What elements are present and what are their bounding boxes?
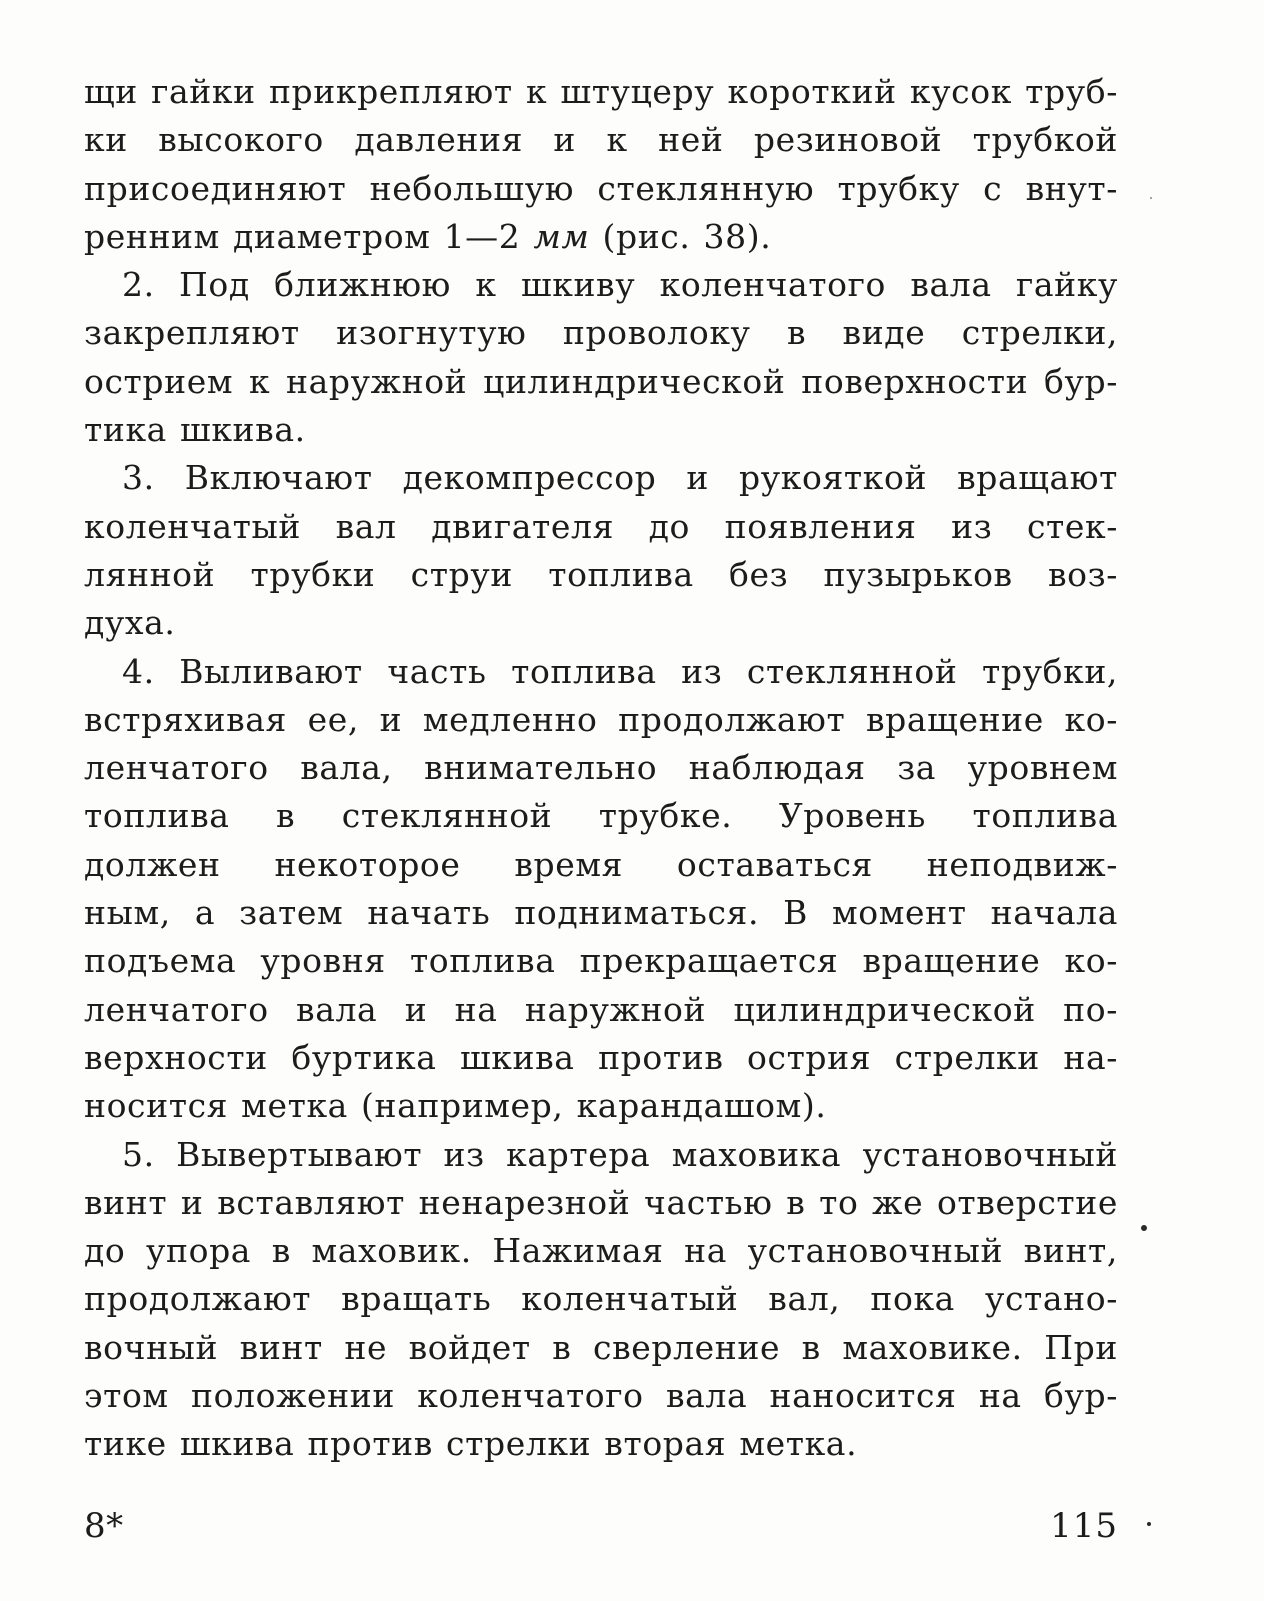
text-line: присоединяют небольшую стеклянную трубку с внут- (84, 168, 1118, 208)
body-text (84, 68, 1118, 1469)
unit-mm: мм (533, 216, 590, 256)
text-line: ленчатого вала, внимательно наблюдая за уровнем (84, 748, 1118, 788)
paragraph-3-start: 3. Включают декомпрессор и рукояткой вращают (122, 458, 1118, 498)
paragraph-4-start: 4. Выливают часть топлива из стеклянной трубки, (122, 651, 1118, 691)
text-line: этом положении коленчатого вала наносится на бур- (84, 1376, 1118, 1416)
text-line: встряхивая ее, и медленно продолжают вращение ко- (84, 699, 1118, 739)
text-line: винт и вставляют ненарезной частью в то же отверстие (84, 1182, 1118, 1222)
scan-speck (1150, 197, 1152, 199)
paragraph-5-start: 5. Вывертывают из картера маховика установочный (122, 1134, 1118, 1174)
text-line: должен некоторое время оставаться неподвиж- (84, 844, 1118, 884)
text-fragment: ренним диаметром 1—2 (84, 216, 534, 256)
signature-mark: 8* (84, 1506, 124, 1546)
text-line: верхности буртика шкива против острия стрелки на- (84, 1037, 1118, 1077)
text-line (84, 213, 1118, 261)
text-line: подъема уровня топлива прекращается вращение ко- (84, 941, 1118, 981)
text-line: коленчатый вал двигателя до появления из стек- (84, 506, 1118, 546)
text-line: ленчатого вала и на наружной цилиндрической по- (84, 989, 1118, 1029)
paragraph-2-start: 2. Под ближнюю к шкиву коленчатого вала гайку (122, 265, 1118, 305)
scan-speck (1141, 1225, 1147, 1231)
text-line: вочный винт не войдет в сверление в маховике. При (84, 1327, 1118, 1367)
text-line: ки высокого давления и к ней резиновой трубкой (84, 120, 1118, 160)
scan-speck (1147, 1522, 1151, 1526)
text-line: лянной трубки струи топлива без пузырьков воз- (84, 554, 1118, 594)
text-line: щи гайки прикрепляют к штуцеру короткий кусок труб- (84, 72, 1118, 111)
text-line: продолжают вращать коленчатый вал, пока устано- (84, 1279, 1118, 1319)
text-fragment: (рис. 38). (589, 216, 772, 256)
text-line: топлива в стеклянной трубке. Уровень топлива (84, 796, 1118, 836)
text-line: закрепляют изогнутую проволоку в виде стрелки, (84, 313, 1118, 353)
page-number: 115 (1050, 1506, 1118, 1546)
text-line: тика шкива. (84, 410, 306, 450)
text-line: до упора в маховик. Нажимая на установочный винт, (84, 1231, 1118, 1271)
text-line: носится метка (например, карандашом). (84, 1086, 827, 1126)
text-line: острием к наружной цилиндрической поверхности бур- (84, 361, 1118, 401)
text-line: духа. (84, 603, 176, 643)
text-line: ным, а затем начать подниматься. В момент начала (84, 893, 1118, 933)
text-line: тике шкива против стрелки вторая метка. (84, 1424, 858, 1464)
